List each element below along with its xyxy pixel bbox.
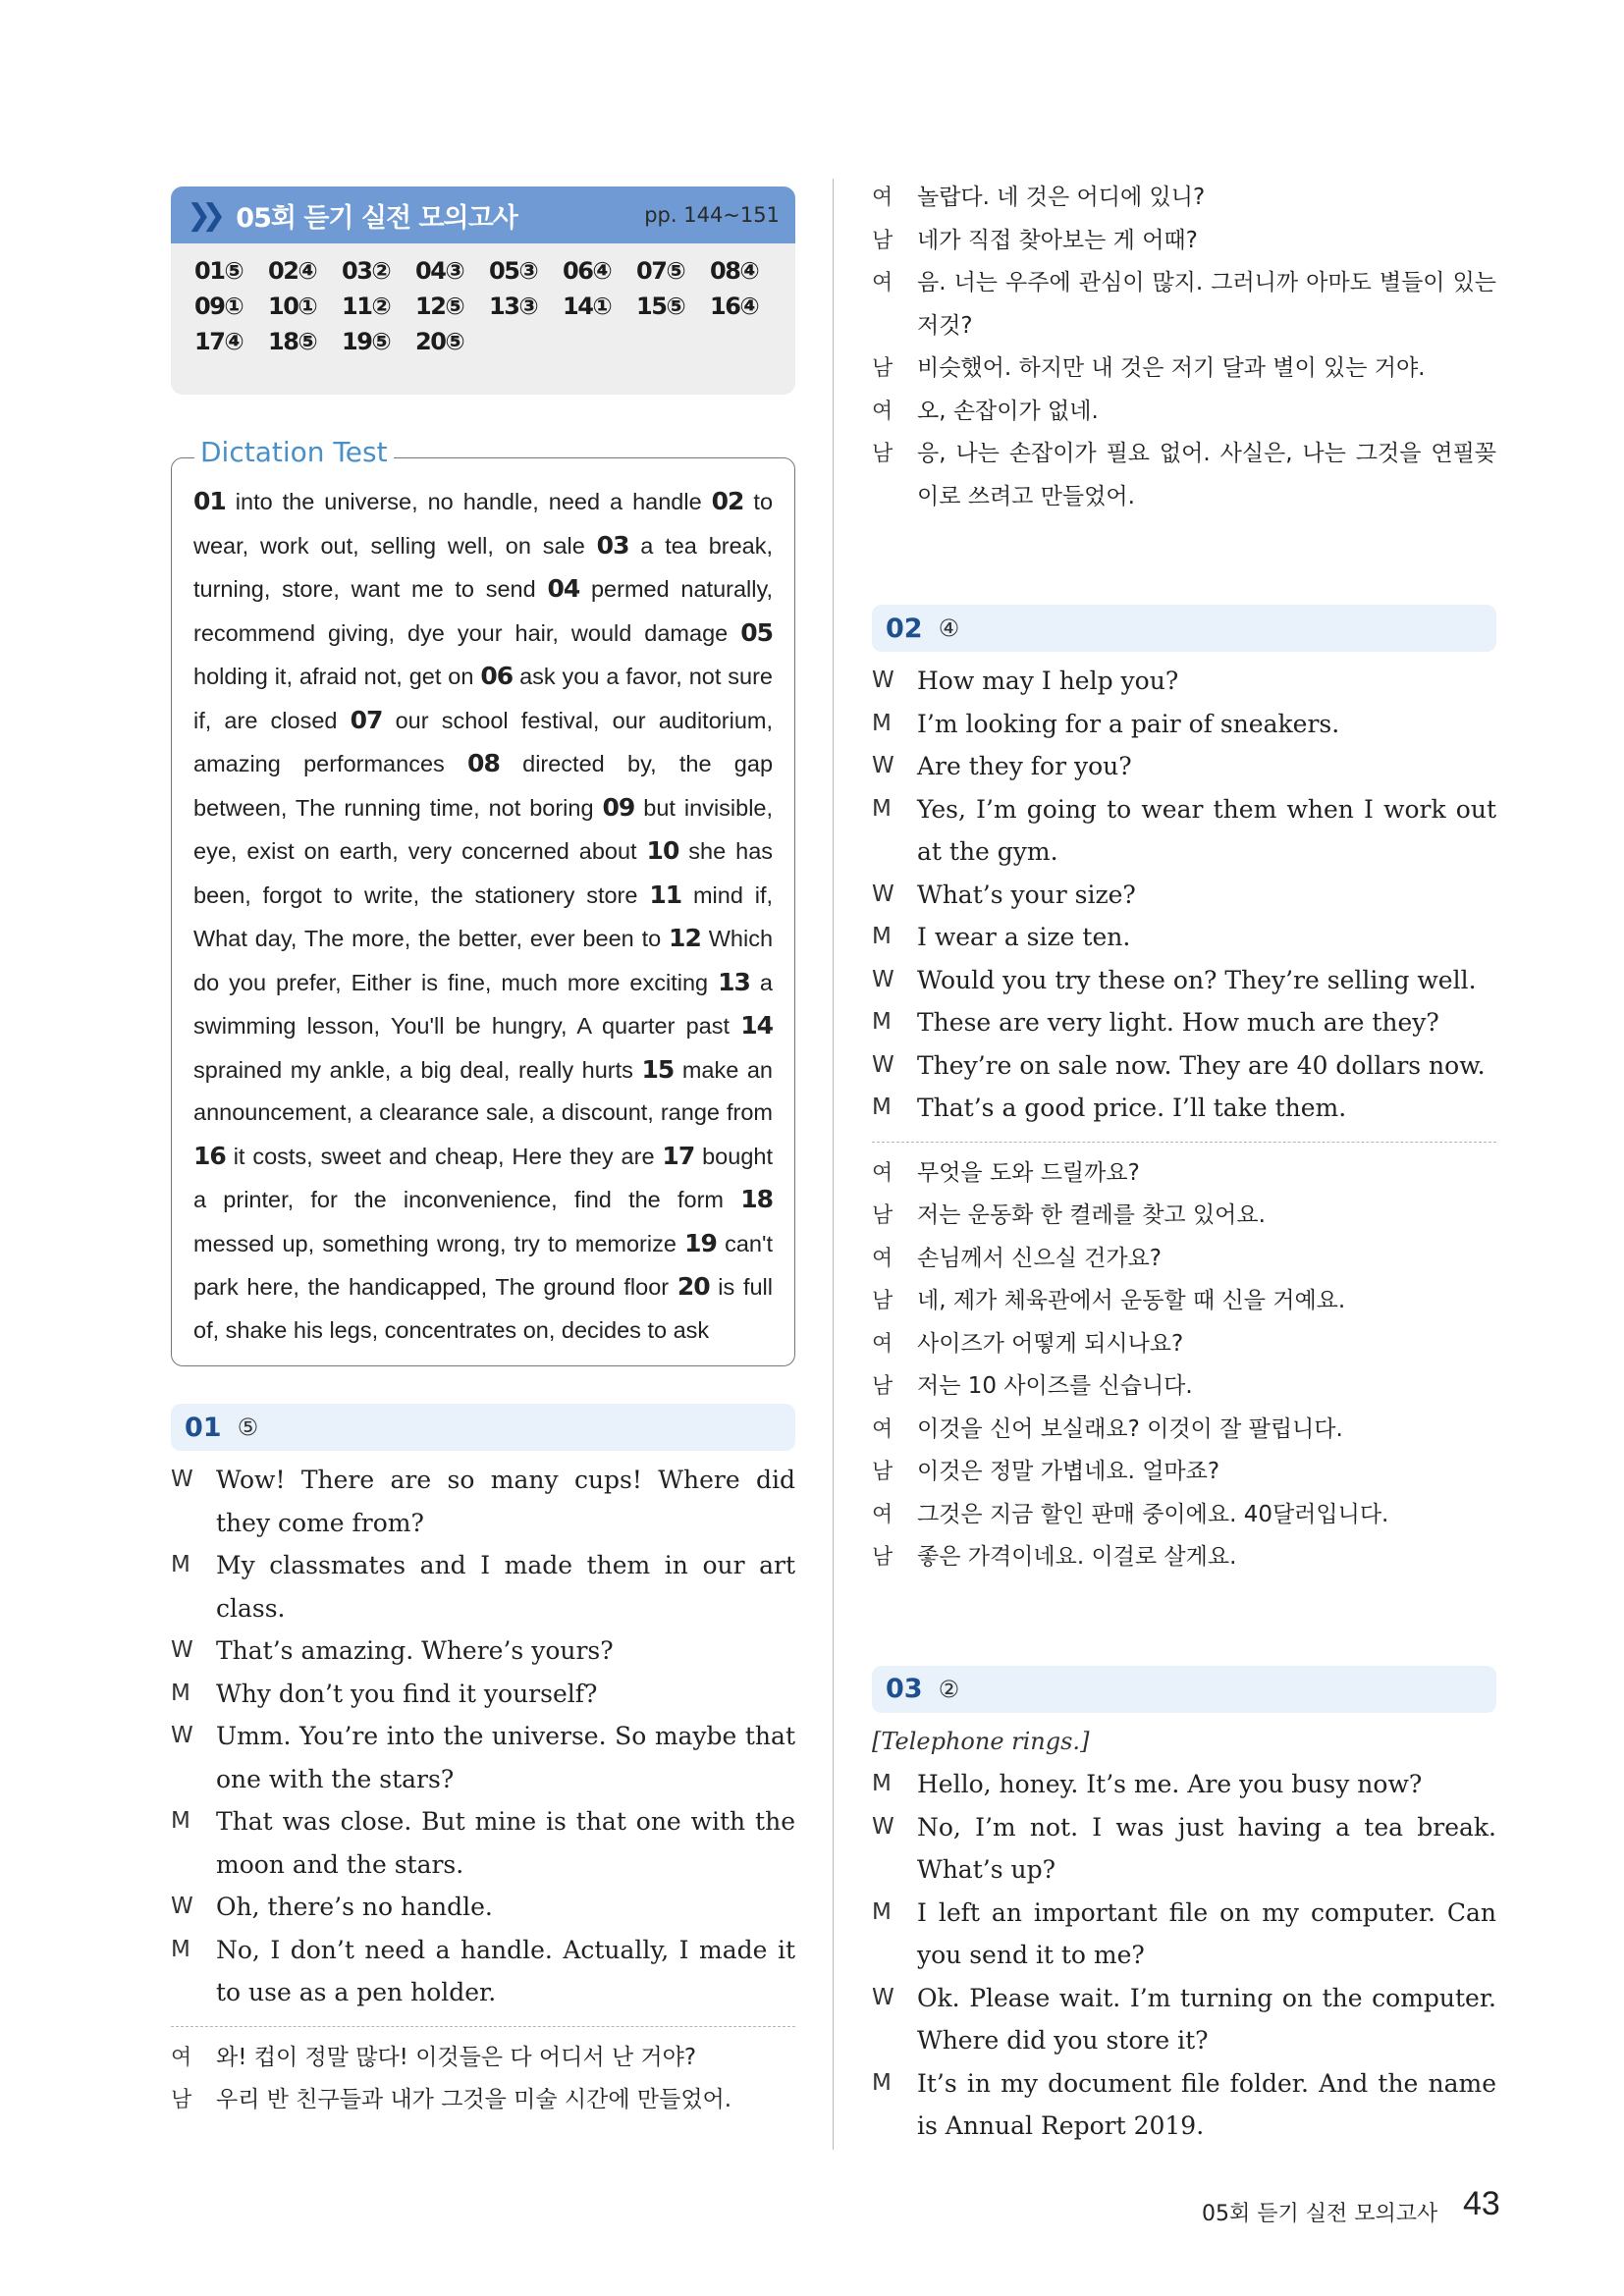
dialogue-line xyxy=(872,1536,1496,1579)
answer-item: 13③ xyxy=(489,293,538,320)
dialogue-korean-01-part1 xyxy=(171,2037,795,2122)
dialogue-line xyxy=(872,703,1496,746)
dialogue-line xyxy=(872,660,1496,703)
dictation-number: 16 xyxy=(193,1141,226,1170)
dialogue-line xyxy=(872,959,1496,1002)
dialogue-line xyxy=(872,1001,1496,1044)
speaker-label: W xyxy=(872,1984,894,2010)
speaker-label: 여 xyxy=(872,399,893,424)
dialogue-line xyxy=(171,1673,795,1716)
left-column xyxy=(171,187,795,2122)
dictation-number: 01 xyxy=(193,487,226,515)
speaker-label: 여 xyxy=(872,1246,893,1271)
dialogue-text: I’m looking for a pair of sneakers. xyxy=(917,709,1340,738)
speaker-label: W xyxy=(872,1051,894,1078)
dialogue-line xyxy=(872,1409,1496,1452)
dictation-number: 02 xyxy=(711,487,744,515)
answer-item: 06④ xyxy=(563,257,612,285)
dictation-answers: is full of, shake his legs, concentrates on, decides to ask xyxy=(193,1274,773,1343)
dialogue-text: 네, 제가 체육관에서 운동할 때 신을 거예요. xyxy=(917,1288,1346,1313)
dialogue-text: Would you try these on? They’re selling well. xyxy=(917,965,1477,994)
dialogue-line xyxy=(872,220,1496,263)
dialogue-text: Ok. Please wait. I’m turning on the computer. Where did you store it? xyxy=(917,1983,1496,2055)
dictation-box xyxy=(171,457,795,1366)
dialogue-text: 우리 반 친구들과 내가 그것을 미술 시간에 만들었어. xyxy=(216,2087,732,2112)
dialogue-line xyxy=(872,1238,1496,1281)
dictation-answers: our school festival, our auditorium, amazing performances xyxy=(193,707,773,776)
dialogue-text: 와! 컵이 정말 많다! 이것들은 다 어디서 난 거야? xyxy=(216,2044,697,2070)
dictation-answers: into the universe, no handle, need a handle xyxy=(235,489,702,514)
speaker-label: W xyxy=(171,1894,193,1919)
right-column xyxy=(872,177,1496,2148)
speaker-label: M xyxy=(171,1680,190,1706)
dialogue-text: 오, 손잡이가 없네. xyxy=(917,398,1099,424)
section-header-02 xyxy=(872,605,1496,652)
page-number: 43 xyxy=(1463,2185,1500,2222)
dictation-number: 19 xyxy=(684,1228,717,1257)
speaker-label: 여 xyxy=(872,1331,893,1357)
dashed-divider xyxy=(171,2026,795,2027)
dialogue-korean-01-part2 xyxy=(872,177,1496,518)
dictation-number: 05 xyxy=(740,617,773,647)
footer-title: 05회 듣기 실전 모의고사 xyxy=(1202,2202,1438,2226)
answer-item: 12⑤ xyxy=(415,293,464,320)
dictation-answers: a swimming lesson, You'll be hungry, A quarter past xyxy=(193,969,773,1039)
answer-item: 04③ xyxy=(415,257,464,285)
section-answer: ⑤ xyxy=(237,1414,259,1441)
speaker-label: W xyxy=(171,1723,193,1748)
dialogue-text: Yes, I’m going to wear them when I work out at the gym. xyxy=(917,794,1496,866)
answer-item: 10① xyxy=(268,293,317,320)
dictation-answers: a tea break, turning, store, want me to send xyxy=(193,532,774,602)
dialogue-line xyxy=(171,1544,795,1629)
dialogue-text: 이것은 정말 가볍네요. 얼마죠? xyxy=(917,1459,1220,1484)
dialogue-line xyxy=(171,1800,795,1886)
answer-key-grid xyxy=(171,243,795,355)
dictation-answers: permed naturally, recommend giving, dye your hair, would damage xyxy=(193,576,774,646)
speaker-label: M xyxy=(872,795,892,822)
dialogue-text: They’re on sale now. They are 40 dollars now. xyxy=(917,1050,1486,1080)
dictation-number: 18 xyxy=(740,1185,773,1213)
stage-direction: [Telephone rings.] xyxy=(872,1727,1090,1755)
section-header-03 xyxy=(872,1666,1496,1713)
dictation-number: 12 xyxy=(669,924,701,952)
answer-item: 15⑤ xyxy=(636,293,685,320)
dialogue-text: 사이즈가 어떻게 되시나요? xyxy=(917,1330,1184,1357)
dialogue-line xyxy=(872,2062,1496,2148)
answer-item: 09① xyxy=(194,293,244,320)
dialogue-line xyxy=(872,788,1496,874)
speaker-label: M xyxy=(872,1095,892,1120)
dialogue-line xyxy=(872,433,1496,518)
dialogue-text: 그것은 지금 할인 판매 중이에요. 40달러입니다. xyxy=(917,1501,1389,1527)
speaker-label: 남 xyxy=(872,228,893,253)
dialogue-korean-02 xyxy=(872,1152,1496,1579)
dialogue-text: 네가 직접 찾아보는 게 어때? xyxy=(917,227,1198,253)
dictation-answers: Which do you prefer, Either is fine, much more exciting xyxy=(193,926,774,995)
speaker-label: 여 xyxy=(872,186,893,210)
dictation-test xyxy=(171,436,795,1366)
dialogue-text: I wear a size ten. xyxy=(917,923,1131,951)
dialogue-text: No, I’m not. I was just having a tea break. What’s up? xyxy=(917,1812,1496,1884)
dictation-answers: bought a printer, for the inconvenience, find the form xyxy=(193,1143,773,1212)
dialogue-text: Are they for you? xyxy=(917,752,1132,780)
speaker-label: 여 xyxy=(872,1416,893,1442)
dictation-answers: can't park here, the handicapped, The ground floor xyxy=(193,1230,774,1300)
speaker-label: 여 xyxy=(872,1502,893,1527)
answer-key-title: 05회 듣기 실전 모의고사 xyxy=(236,202,517,234)
speaker-label: M xyxy=(872,2069,892,2096)
answer-item: 02④ xyxy=(268,257,317,285)
speaker-label: 남 xyxy=(872,1374,893,1399)
dialogue-text: I left an important file on my computer. Can you send it to me? xyxy=(917,1897,1496,1969)
section-header-01 xyxy=(171,1404,795,1451)
dialogue-english-03 xyxy=(872,1763,1496,2148)
section-number: 01 xyxy=(185,1412,222,1443)
dialogue-line xyxy=(171,1886,795,1929)
speaker-label: 남 xyxy=(171,2088,192,2112)
answer-item: 01⑤ xyxy=(194,257,244,285)
dictation-answers: holding it, afraid not, get on xyxy=(193,664,474,689)
dictation-number: 07 xyxy=(350,705,383,734)
speaker-label: 남 xyxy=(872,356,893,381)
answer-item: 17④ xyxy=(194,328,244,355)
answer-item: 03② xyxy=(342,257,391,285)
dictation-number: 13 xyxy=(718,967,750,996)
dictation-number: 17 xyxy=(662,1141,695,1170)
dictation-number: 20 xyxy=(677,1272,710,1301)
dialogue-line xyxy=(171,1629,795,1673)
dialogue-line xyxy=(872,1195,1496,1238)
double-chevron-icon: ❯❯ xyxy=(187,197,217,233)
dialogue-text: How may I help you? xyxy=(917,667,1179,695)
answer-key-box xyxy=(171,187,795,395)
speaker-label: M xyxy=(872,710,892,736)
dictation-number: 15 xyxy=(641,1054,675,1084)
dictation-answers: make an announcement, a clearance sale, a discount, range from xyxy=(193,1056,773,1125)
dialogue-line xyxy=(171,2037,795,2080)
dialogue-text: 저는 운동화 한 켤레를 찾고 있어요. xyxy=(917,1202,1266,1228)
dictation-number: 04 xyxy=(547,574,580,603)
dialogue-line xyxy=(171,1715,795,1800)
dictation-answers: mind if, What day, The more, the better, ever been to xyxy=(193,881,774,951)
speaker-label: 남 xyxy=(872,1289,893,1313)
dialogue-line xyxy=(171,1929,795,2014)
answer-item: 11② xyxy=(342,293,391,320)
answer-key-pages: pp. 144~151 xyxy=(644,203,780,227)
dialogue-line xyxy=(872,347,1496,391)
answer-item: 05③ xyxy=(489,257,538,285)
speaker-label: M xyxy=(872,1898,892,1925)
dictation-number: 11 xyxy=(649,880,682,909)
dialogue-text: 이것을 신어 보실래요? 이것이 잘 팔립니다. xyxy=(917,1415,1343,1442)
dialogue-text: 음. 너는 우주에 관심이 많지. 그러니까 아마도 별들이 있는 저것? xyxy=(917,270,1496,339)
answer-item: 08④ xyxy=(710,257,759,285)
dialogue-text: 무엇을 도와 드릴까요? xyxy=(917,1159,1140,1186)
dialogue-line xyxy=(872,745,1496,788)
dialogue-text: Umm. You’re into the universe. So maybe that one with the stars? xyxy=(216,1722,795,1793)
speaker-label: M xyxy=(872,924,892,949)
dictation-answers: it costs, sweet and cheap, Here they are xyxy=(233,1143,655,1169)
speaker-label: 여 xyxy=(872,1160,893,1186)
answer-item: 19⑤ xyxy=(342,328,391,355)
speaker-label: 여 xyxy=(872,271,893,295)
dialogue-english-02 xyxy=(872,660,1496,1130)
dialogue-line xyxy=(171,1459,795,1544)
dictation-answers: sprained my ankle, a big deal, really hurts xyxy=(193,1056,633,1083)
dialogue-line xyxy=(872,391,1496,434)
dialogue-line xyxy=(872,1806,1496,1892)
dialogue-line xyxy=(872,1763,1496,1806)
dialogue-text: That’s a good price. I’ll take them. xyxy=(917,1094,1347,1122)
dialogue-line xyxy=(872,1451,1496,1494)
dialogue-text: 놀랍다. 네 것은 어디에 있니? xyxy=(917,185,1206,210)
dialogue-text: That was close. But mine is that one with the moon and the stars. xyxy=(216,1807,795,1879)
dialogue-text: Hello, honey. It’s me. Are you busy now? xyxy=(917,1770,1423,1798)
speaker-label: M xyxy=(171,1552,190,1577)
dialogue-text: Why don’t you find it yourself? xyxy=(216,1679,598,1708)
speaker-label: W xyxy=(872,1813,894,1840)
dictation-answers: but invisible, eye, exist on earth, very concerned about xyxy=(193,794,774,864)
answer-key-header xyxy=(171,187,795,243)
dialogue-text: 좋은 가격이네요. 이걸로 살게요. xyxy=(917,1544,1237,1570)
dialogue-line xyxy=(872,1323,1496,1366)
dialogue-line xyxy=(872,1152,1496,1196)
dialogue-line xyxy=(872,916,1496,959)
speaker-label: 남 xyxy=(872,1203,893,1228)
dialogue-text: What’s your size? xyxy=(917,880,1136,909)
dialogue-text: 비슷했어. 하지만 내 것은 저기 달과 별이 있는 거야. xyxy=(917,355,1426,381)
speaker-label: M xyxy=(171,1808,190,1834)
dialogue-line xyxy=(872,1494,1496,1537)
dialogue-text: It’s in my document file folder. And the name is Annual Report 2019. xyxy=(917,2068,1496,2140)
speaker-label: W xyxy=(872,881,894,907)
speaker-label: 남 xyxy=(872,1460,893,1484)
dictation-answers: directed by, the gap between, The running time, not boring xyxy=(193,751,774,821)
dictation-answers: to wear, work out, selling well, on sale xyxy=(193,489,774,559)
answer-item: 18⑤ xyxy=(268,328,317,355)
speaker-label: M xyxy=(171,1936,190,1962)
speaker-label: W xyxy=(171,1467,193,1492)
dictation-number: 14 xyxy=(740,1011,774,1040)
dialogue-text: My classmates and I made them in our art class. xyxy=(216,1551,795,1623)
dashed-divider xyxy=(872,1142,1496,1143)
speaker-label: M xyxy=(872,1009,892,1035)
section-number: 03 xyxy=(886,1674,923,1704)
dialogue-line xyxy=(872,1280,1496,1323)
speaker-label: W xyxy=(171,1637,193,1663)
dictation-answers: ask you a favor, not sure if, are closed xyxy=(193,664,774,733)
dictation-number: 06 xyxy=(480,662,514,690)
section-answer: ④ xyxy=(938,614,960,642)
speaker-label: W xyxy=(872,667,894,693)
dialogue-line xyxy=(872,1892,1496,1977)
dialogue-line xyxy=(872,262,1496,347)
speaker-label: 여 xyxy=(171,2045,192,2070)
dialogue-text: Wow! There are so many cups! Where did they come from? xyxy=(216,1466,795,1537)
dictation-number: 08 xyxy=(467,749,500,777)
answer-item: 14① xyxy=(563,293,612,320)
speaker-label: M xyxy=(872,1771,892,1796)
dialogue-line xyxy=(171,2079,795,2122)
dialogue-line xyxy=(872,1044,1496,1088)
dictation-number: 10 xyxy=(646,836,679,865)
dictation-number: 03 xyxy=(596,530,629,560)
speaker-label: W xyxy=(872,966,894,992)
column-divider xyxy=(833,179,834,2150)
dictation-number: 09 xyxy=(602,792,635,822)
answer-item: 16④ xyxy=(710,293,759,320)
dialogue-text: Oh, there’s no handle. xyxy=(216,1893,493,1921)
dictation-answers: she has been, forgot to write, the stationery store xyxy=(193,838,774,908)
speaker-label: 남 xyxy=(872,442,893,466)
dialogue-text: No, I don’t need a handle. Actually, I made it to use as a pen holder. xyxy=(216,1935,795,2006)
speaker-label: W xyxy=(872,753,894,778)
dialogue-line xyxy=(872,1977,1496,2062)
speaker-label: 남 xyxy=(872,1545,893,1570)
answer-item: 20⑤ xyxy=(415,328,464,355)
dialogue-text: 저는 10 사이즈를 신습니다. xyxy=(917,1373,1193,1399)
dictation-answers: messed up, something wrong, try to memorize xyxy=(193,1230,677,1256)
dictation-text xyxy=(193,480,773,1352)
dialogue-text: That’s amazing. Where’s yours? xyxy=(216,1636,614,1665)
dialogue-text: These are very light. How much are they? xyxy=(917,1008,1439,1037)
dialogue-text: 손님께서 신으실 건가요? xyxy=(917,1245,1163,1271)
dialogue-line xyxy=(872,1087,1496,1130)
dialogue-line xyxy=(872,1365,1496,1409)
answer-item: 07⑤ xyxy=(636,257,685,285)
dialogue-line xyxy=(872,177,1496,220)
dictation-test-label: Dictation Test xyxy=(194,436,394,468)
dialogue-english-01 xyxy=(171,1459,795,2014)
section-answer: ② xyxy=(938,1675,960,1703)
dialogue-line xyxy=(872,874,1496,917)
section-number: 02 xyxy=(886,613,923,644)
dialogue-text: 응, 나는 손잡이가 필요 없어. 사실은, 나는 그것을 연필꽂이로 쓰려고 만들었어. xyxy=(917,441,1496,509)
